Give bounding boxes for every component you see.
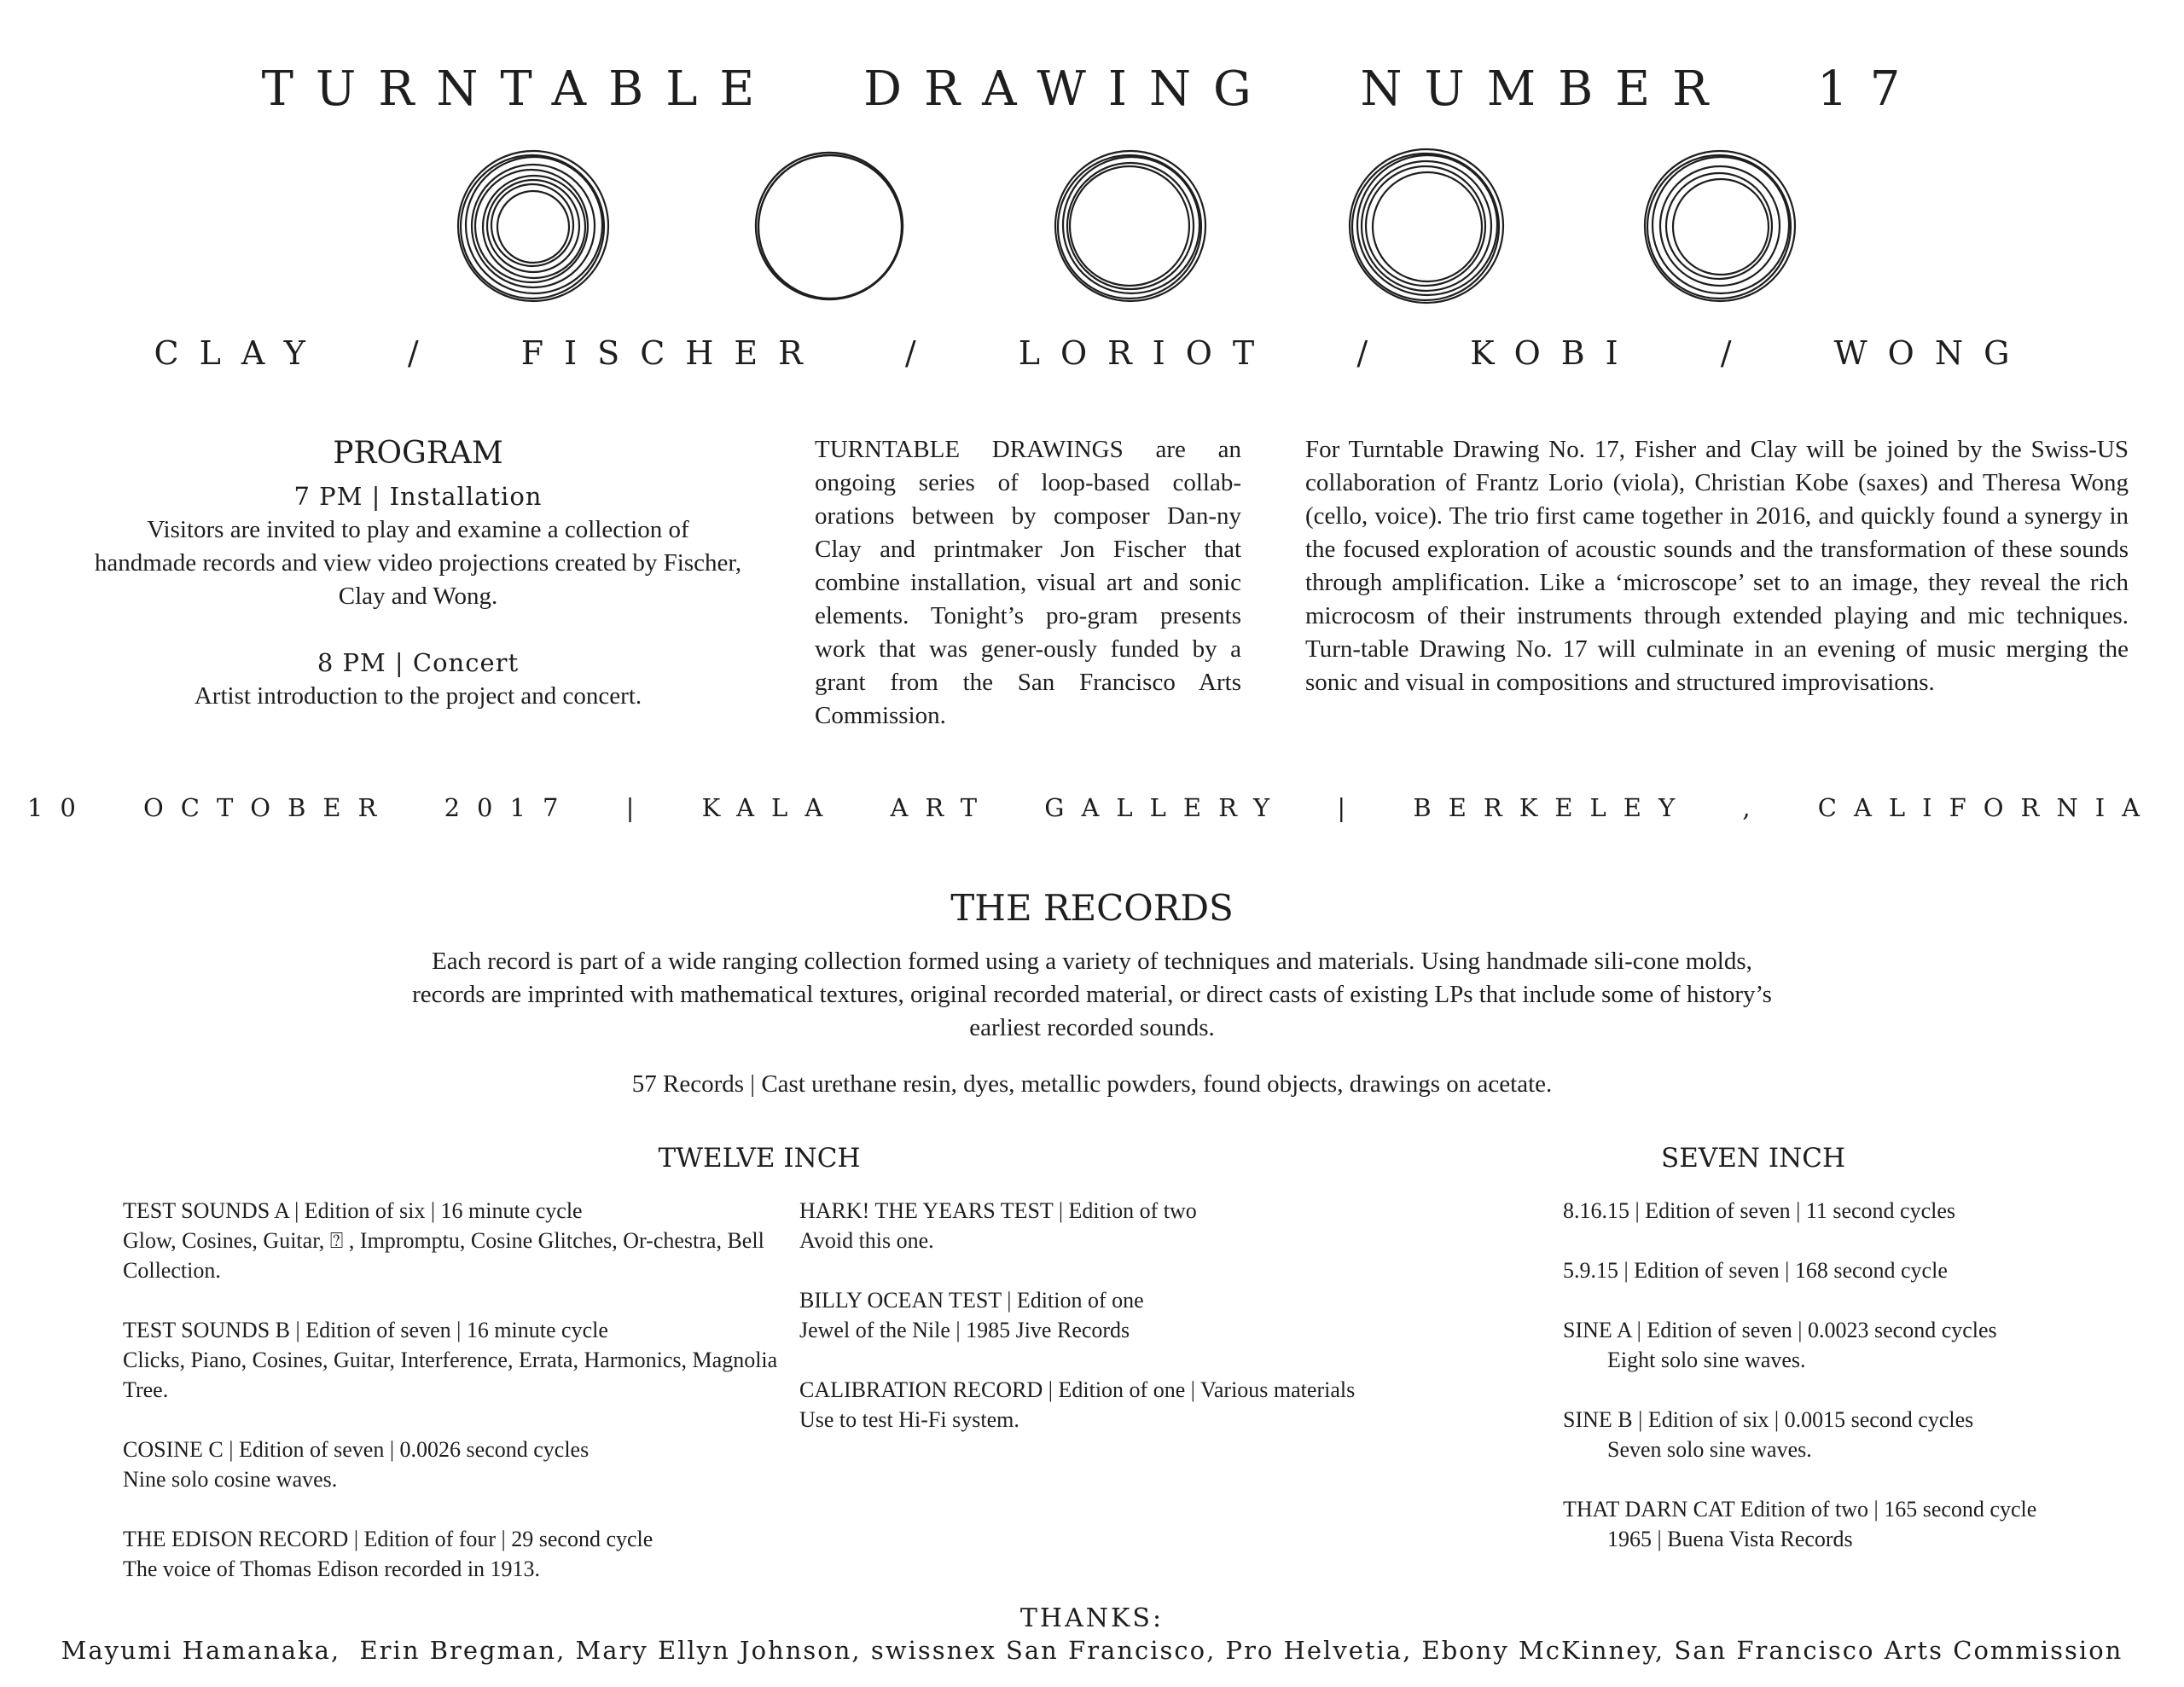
list-item [1563, 1196, 2160, 1226]
record-desc: Nine solo cosine waves. [123, 1467, 338, 1492]
list-item [1563, 1494, 2160, 1554]
record-title: 5.9.15 | Edition of seven | 168 second cycle [1563, 1258, 1948, 1283]
record-title: HARK! THE YEARS TEST | Edition of two [799, 1198, 1197, 1223]
record-title: THE EDISON RECORD | Edition of four | 29 second cycle [123, 1527, 653, 1551]
list-item [123, 1524, 788, 1584]
record-desc: Seven solo sine waves. [1607, 1437, 1812, 1462]
record-desc: Glow, Cosines, Guitar, ⍰ , Impromptu, Cosine Glitches, Or-chestra, Bell Collection. [123, 1228, 764, 1283]
record-drawing-icon [1350, 149, 1503, 303]
record-desc: Avoid this one. [799, 1228, 934, 1253]
program-item-time: 8 PM | Concert [317, 648, 520, 677]
details-paragraph: For Turntable Drawing No. 17, Fisher and Clay will be joined by the Swiss-US collaboration of Frantz Lorio (viola), Christian Kobe (saxes) and Theresa Wong (cello, voice). The trio first came together in 2016, and quickly found a synergy in the focused exploration of acoustic sounds and the transformation of these sounds through amplification. Like a ‘microscope’ set to an image, they reveal the rich microcosm of their instruments through extended playing and mic techniques. Turn-table Drawing No. 17 will culminate in an evening of music merging the sonic and visual in compositions and structured improvisations. [1305, 436, 2129, 696]
record-desc: 1965 | Buena Vista Records [1607, 1527, 1853, 1551]
list-item [799, 1196, 1482, 1255]
record-title: COSINE C | Edition of seven | 0.0026 second cycles [123, 1437, 590, 1462]
record-desc: Eight solo sine waves. [1607, 1348, 1806, 1372]
twelve-inch-list-1 [123, 1196, 788, 1614]
thanks-list: Mayumi Hamanaka, Erin Bregman, Mary Ellyn Johnson, swissnex San Francisco, Pro Helvetia, Ebony McKinney, San Francisco Arts Commission [61, 1636, 2123, 1665]
twelve-inch-list-2 [799, 1196, 1482, 1464]
program-section [94, 437, 742, 713]
seven-inch-heading: SEVEN INCH [1661, 1143, 1845, 1174]
record-desc: Clicks, Piano, Cosines, Guitar, Interference, Errata, Harmonics, Magnolia Tree. [123, 1348, 778, 1402]
record-title: TEST SOUNDS A | Edition of six | 16 minute cycle [123, 1198, 583, 1223]
record-drawing-icon [458, 151, 608, 301]
thanks-heading: THANKS: [1019, 1603, 1165, 1633]
record-title: 8.16.15 | Edition of seven | 11 second cycles [1563, 1198, 1956, 1223]
record-drawing-icon [1645, 151, 1795, 301]
program-item-desc: Visitors are invited to play and examine a collection of handmade records and view video projections created by Fischer, Clay and Wong. [94, 516, 742, 610]
page-title: TURNTABLE DRAWING NUMBER 17 [261, 61, 1923, 117]
list-item [1563, 1255, 2160, 1285]
record-title: CALIBRATION RECORD | Edition of one | Various materials [799, 1377, 1356, 1402]
records-heading: THE RECORDS [950, 887, 1234, 929]
list-item [799, 1375, 1482, 1435]
list-item [799, 1285, 1482, 1345]
record-drawing-icon [1055, 151, 1205, 301]
program-item-time: 7 PM | Installation [293, 482, 543, 511]
record-title: SINE B | Edition of six | 0.0015 second cycles [1563, 1407, 1974, 1432]
records-description: Each record is part of a wide ranging collection formed using a variety of techniques and materials. Using handmade sili-cone molds, records are imprinted with mathematical textures, original recorded material, or direct casts of existing LPs that include some of history’s earliest recorded sounds. [412, 948, 1772, 1041]
program-item-desc: Artist introduction to the project and concert. [194, 682, 642, 710]
artists-line: CLAY / FISCHER / LORIOT / KOBI / WONG [154, 334, 2030, 372]
list-item [123, 1435, 788, 1494]
record-title: THAT DARN CAT Edition of two | 165 second cycle [1563, 1497, 2037, 1522]
list-item [123, 1196, 788, 1285]
twelve-inch-heading: TWELVE INCH [658, 1143, 861, 1174]
list-item [1563, 1405, 2160, 1464]
list-item [123, 1315, 788, 1405]
record-desc: The voice of Thomas Edison recorded in 1913. [123, 1557, 541, 1581]
list-item [1563, 1315, 2160, 1375]
records-summary: 57 Records | Cast urethane resin, dyes, metallic powders, found objects, drawings on acetate. [631, 1070, 1553, 1098]
event-dateline: 10 OCTOBER 2017 | KALA ART GALLERY | BERKELEY , CALIFORNIA [26, 793, 2158, 822]
record-desc: Use to test Hi-Fi system. [799, 1407, 1019, 1432]
program-heading: PROGRAM [333, 436, 503, 471]
disc-drawings-row [0, 145, 2184, 316]
record-desc: Jewel of the Nile | 1985 Jive Records [799, 1318, 1130, 1342]
record-title: SINE A | Edition of seven | 0.0023 second cycles [1563, 1318, 1997, 1342]
seven-inch-list [1563, 1196, 2160, 1584]
circle-drawing-icon [756, 153, 903, 299]
record-title: TEST SOUNDS B | Edition of seven | 16 minute cycle [123, 1318, 608, 1342]
record-title: BILLY OCEAN TEST | Edition of one [799, 1288, 1144, 1313]
about-paragraph: TURNTABLE DRAWINGS are an ongoing series of loop-based collab-orations between by composer Dan-ny Clay and printmaker Jon Fischer that combine installation, visual art and sonic elements. Tonight’s pro-gram presents work that was gener-ously funded by a grant from the San Francisco Arts Commission. [815, 436, 1241, 729]
